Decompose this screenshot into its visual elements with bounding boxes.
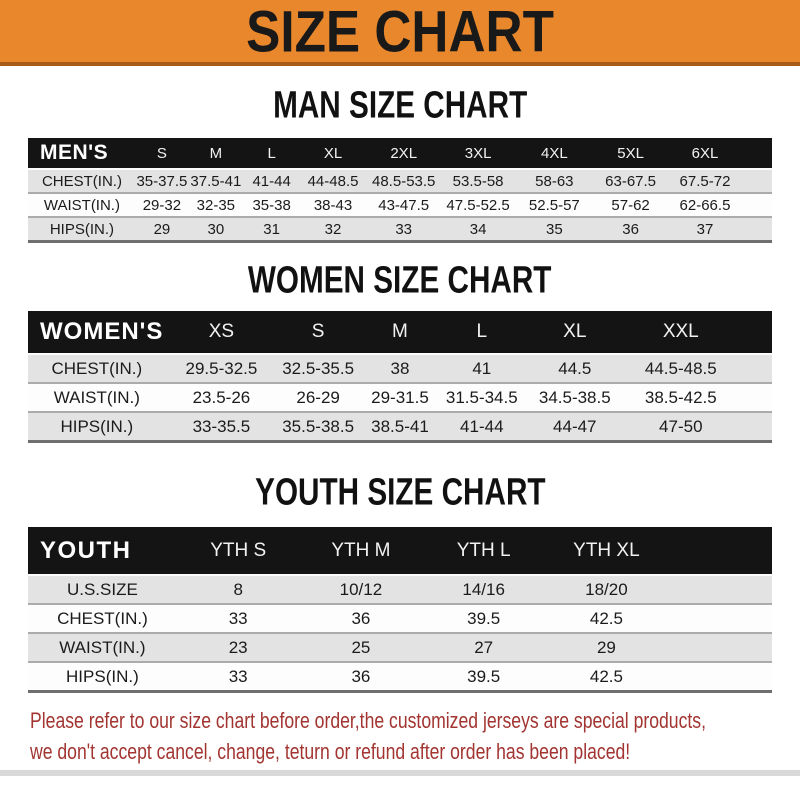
size-cell: 23 xyxy=(228,637,248,657)
size-column-header: 3XL xyxy=(464,144,492,162)
size-column-header: XXL xyxy=(662,321,699,342)
size-column-header: YTH M xyxy=(331,539,391,561)
women-section-title xyxy=(0,258,800,301)
size-cell: 33 xyxy=(228,608,248,628)
youth-size-table xyxy=(28,527,772,693)
size-cell: 48.5-53.5 xyxy=(372,172,436,190)
size-cell: 41 xyxy=(472,358,492,378)
women-section-title-text: WOMEN SIZE CHART xyxy=(248,258,552,301)
size-column-header: XL xyxy=(323,144,343,162)
table-corner-label: WOMEN'S xyxy=(40,318,164,345)
women-table-body xyxy=(28,353,772,440)
size-cell: 18/20 xyxy=(585,579,628,599)
size-cell: 62-66.5 xyxy=(679,196,731,214)
size-cell: 38 xyxy=(390,358,410,378)
size-column-header: M xyxy=(209,144,223,162)
youth-section-title xyxy=(0,470,800,513)
size-cell: 35.5-38.5 xyxy=(282,416,355,436)
size-cell: 38-43 xyxy=(313,196,353,214)
size-column-header: L xyxy=(476,321,488,342)
size-cell: 35-37.5 xyxy=(136,172,188,190)
size-cell: 44-48.5 xyxy=(307,172,359,190)
size-cell: 67.5-72 xyxy=(679,172,731,190)
table-row xyxy=(28,603,772,632)
size-cell: 57-62 xyxy=(611,196,650,214)
size-cell: 63-67.5 xyxy=(605,172,657,190)
table-corner-label: MEN'S xyxy=(40,141,109,164)
size-cell: 35-38 xyxy=(252,196,291,214)
men-table-header-row xyxy=(28,138,772,168)
size-cell: 39.5 xyxy=(467,608,501,628)
size-cell: 41-44 xyxy=(460,416,504,436)
size-cell: 27 xyxy=(474,637,494,657)
footer-note-line2: we don't accept cancel, change, teturn or refund after order has been placed! xyxy=(30,739,631,764)
table-row xyxy=(28,168,772,192)
size-column-header: L xyxy=(267,144,276,162)
size-cell: 32-35 xyxy=(196,196,236,214)
bottom-edge-strip xyxy=(0,770,800,776)
size-cell: 36 xyxy=(351,608,371,628)
size-cell: 44.5-48.5 xyxy=(644,358,717,378)
row-label: CHEST(IN.) xyxy=(41,172,122,190)
row-label: HIPS(IN.) xyxy=(49,220,115,238)
size-cell: 29 xyxy=(153,220,171,238)
size-cell: 52.5-57 xyxy=(528,196,580,214)
size-cell: 29 xyxy=(596,637,616,657)
size-column-header: 6XL xyxy=(691,144,719,162)
size-cell: 8 xyxy=(233,579,243,599)
men-table-body xyxy=(28,168,772,240)
men-section xyxy=(0,83,800,243)
size-cell: 26-29 xyxy=(296,387,340,407)
women-section xyxy=(0,258,800,443)
row-label: WAIST(IN.) xyxy=(53,387,140,407)
size-cell: 37.5-41 xyxy=(190,172,242,190)
size-cell: 10/12 xyxy=(339,579,383,599)
size-cell: 43-47.5 xyxy=(378,196,430,214)
size-cell: 23.5-26 xyxy=(192,387,251,407)
youth-table-header-row xyxy=(28,527,772,574)
women-table-header-row xyxy=(28,311,772,353)
size-cell: 39.5 xyxy=(467,666,501,686)
size-column-header: 5XL xyxy=(617,144,644,162)
table-row xyxy=(28,411,772,440)
size-cell: 44.5 xyxy=(558,358,592,378)
size-column-header: YTH XL xyxy=(573,539,640,561)
size-cell: 32 xyxy=(324,220,342,238)
youth-section-title-text: YOUTH SIZE CHART xyxy=(254,470,546,513)
table-row xyxy=(28,216,772,240)
row-label: WAIST(IN.) xyxy=(59,637,146,657)
women-size-table xyxy=(28,311,772,443)
size-cell: 29-32 xyxy=(142,196,182,214)
size-cell: 25 xyxy=(351,637,371,657)
size-cell: 36 xyxy=(351,666,371,686)
size-cell: 33-35.5 xyxy=(192,416,251,436)
size-cell: 41-44 xyxy=(252,172,291,190)
footer-disclaimer xyxy=(30,705,800,767)
size-cell: 44-47 xyxy=(553,416,597,436)
size-cell: 33 xyxy=(395,220,413,238)
row-label: U.S.SIZE xyxy=(66,579,138,599)
size-column-header: XS xyxy=(208,321,235,342)
youth-section xyxy=(0,470,800,693)
row-label: CHEST(IN.) xyxy=(57,608,148,628)
banner-title: SIZE CHART xyxy=(246,0,554,65)
size-column-header: M xyxy=(392,321,408,342)
table-row xyxy=(28,353,772,382)
men-size-table xyxy=(28,138,772,243)
size-cell: 34.5-38.5 xyxy=(538,387,611,407)
size-cell: 53.5-58 xyxy=(452,172,504,190)
size-chart-banner xyxy=(0,0,800,66)
table-row xyxy=(28,574,772,603)
men-section-title-text: MAN SIZE CHART xyxy=(272,83,528,126)
size-cell: 29.5-32.5 xyxy=(185,358,258,378)
row-label: WAIST(IN.) xyxy=(43,196,120,214)
size-cell: 47-50 xyxy=(659,416,703,436)
size-cell: 47.5-52.5 xyxy=(446,196,510,214)
size-cell: 31.5-34.5 xyxy=(445,387,518,407)
size-cell: 36 xyxy=(622,220,639,238)
table-row xyxy=(28,661,772,690)
size-column-header: XL xyxy=(563,321,587,342)
size-column-header: YTH L xyxy=(456,539,511,561)
size-cell: 42.5 xyxy=(589,666,623,686)
men-section-title xyxy=(0,83,800,126)
table-corner-label: YOUTH xyxy=(40,536,132,564)
size-cell: 32.5-35.5 xyxy=(282,358,355,378)
size-cell: 38.5-42.5 xyxy=(644,387,717,407)
size-cell: 29-31.5 xyxy=(371,387,429,407)
size-column-header: S xyxy=(311,321,325,342)
size-column-header: YTH S xyxy=(210,539,267,561)
size-cell: 58-63 xyxy=(535,172,574,190)
size-cell: 38.5-41 xyxy=(371,416,429,436)
size-cell: 42.5 xyxy=(589,608,623,628)
row-label: HIPS(IN.) xyxy=(60,416,134,436)
table-row xyxy=(28,632,772,661)
row-label: CHEST(IN.) xyxy=(51,358,143,378)
size-cell: 33 xyxy=(228,666,248,686)
row-label: HIPS(IN.) xyxy=(66,666,139,686)
size-cell: 31 xyxy=(263,220,280,238)
youth-table-body xyxy=(28,574,772,690)
size-column-header: 2XL xyxy=(390,144,418,162)
size-cell: 37 xyxy=(696,220,714,238)
table-row xyxy=(28,382,772,411)
size-cell: 30 xyxy=(207,220,225,238)
size-column-header: 4XL xyxy=(540,144,568,162)
size-column-header: S xyxy=(156,144,167,162)
size-cell: 35 xyxy=(545,220,563,238)
table-row xyxy=(28,192,772,216)
size-cell: 34 xyxy=(469,220,487,238)
size-cell: 14/16 xyxy=(462,579,505,599)
footer-note-line1: Please refer to our size chart before order,the customized jerseys are special products, xyxy=(30,708,706,733)
